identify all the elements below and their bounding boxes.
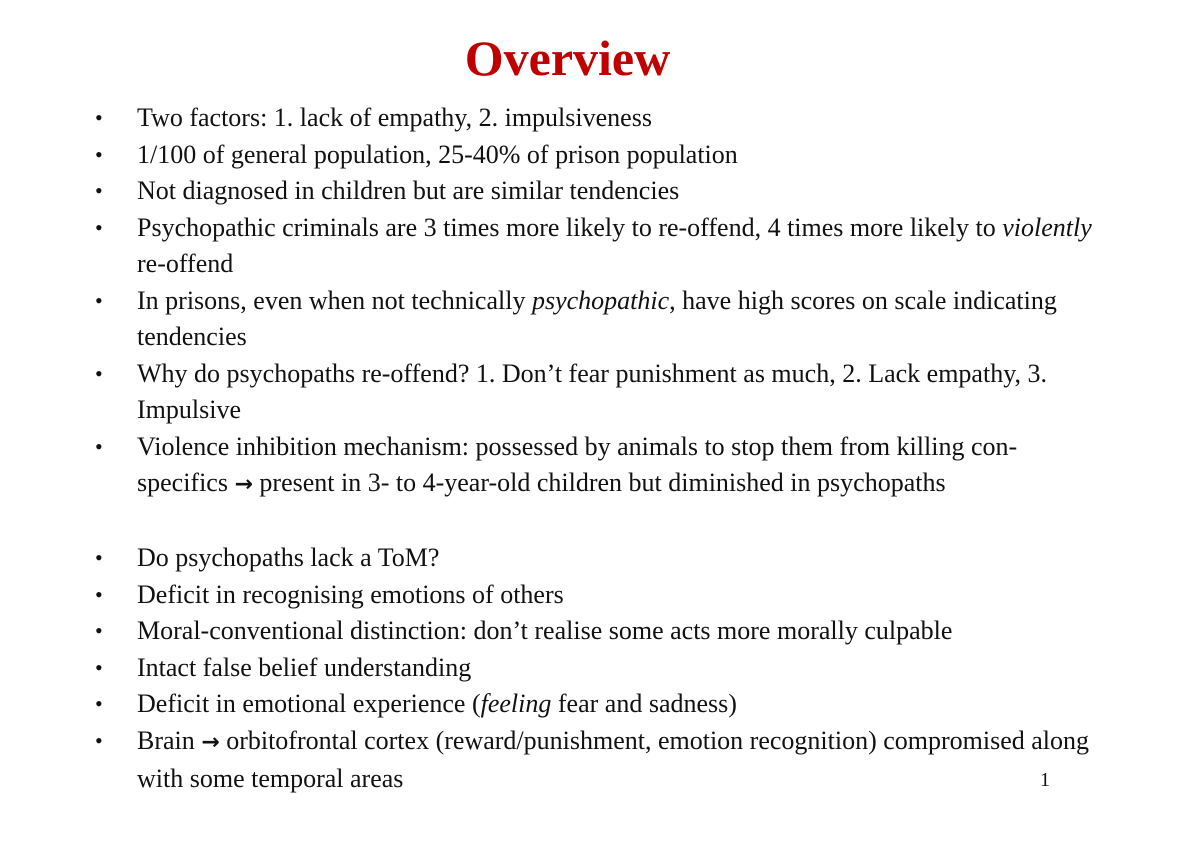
bullet-text: fear and sadness): [551, 689, 737, 718]
bullet-icon: •: [95, 581, 103, 607]
bullet-item: [95, 356, 1105, 429]
bullet-text: Not diagnosed in children but are similar tendencies: [137, 176, 680, 205]
bullet-text: Psychopathic criminals are 3 times more likely to re-offend, 4 times more likely to: [137, 212, 1003, 242]
bullet-icon: •: [95, 287, 103, 313]
bullet-item: [95, 283, 1105, 356]
bullet-emphasis: feeling: [480, 689, 552, 718]
bullet-item: [95, 577, 1105, 614]
bullet-item: [95, 100, 1105, 137]
bullet-icon: •: [95, 360, 103, 386]
bullet-text: orbitofrontal cortex (reward/punishment, emotion recognition) compromised along with some temporal areas: [137, 725, 1090, 793]
bullet-text: Two factors: 1. lack of empathy, 2. impulsiveness: [137, 103, 652, 132]
bullet-item: [95, 650, 1105, 687]
bullet-icon: •: [95, 727, 103, 753]
bullet-item: [95, 613, 1105, 650]
bullet-icon: •: [95, 545, 103, 570]
bullet-text: Moral-conventional distinction: don’t realise some acts more morally culpable: [137, 616, 953, 645]
bullet-text: Intact false belief understanding: [137, 652, 472, 682]
bullet-text: , have high scores on scale indicating tendencies: [137, 285, 1057, 351]
bullet-icon: •: [95, 214, 103, 240]
bullet-icon: •: [95, 433, 103, 459]
page-number: 1: [1040, 769, 1050, 791]
bullet-text: Violence inhibition mechanism: possessed by animals to stop them from killing con-specifics: [137, 431, 1018, 497]
slide-title: Overview: [464, 30, 671, 86]
bullet-item: [95, 429, 1105, 504]
arrow-right-icon: →: [234, 472, 253, 497]
bullet-item: [95, 686, 1105, 723]
bullet-item: [95, 137, 1105, 174]
bullet-icon: •: [95, 178, 103, 203]
bullet-text: re-offend: [137, 249, 234, 278]
bullet-text: 1/100 of general population, 25-40% of prison population: [137, 139, 738, 169]
bullet-item: [95, 210, 1105, 283]
bullet-list: [95, 100, 1105, 798]
bullet-icon: •: [95, 105, 103, 130]
bullet-emphasis: psychopathic: [531, 285, 670, 315]
bullet-text: Why do psychopaths re-offend? 1. Don’t fear punishment as much, 2. Lack empathy, 3. Impulsive: [137, 358, 1047, 424]
bullet-text: present in 3- to 4-year-old children but diminished in psychopaths: [252, 468, 946, 497]
bullet-item: [95, 173, 1105, 210]
bullet-icon: •: [95, 654, 103, 680]
bullet-icon: •: [95, 141, 103, 167]
arrow-right-icon: →: [201, 729, 220, 755]
bullet-text: Deficit in recognising emotions of others: [137, 579, 564, 609]
bullet-icon: •: [95, 618, 103, 643]
bullet-text: Brain: [137, 725, 202, 755]
bullet-text: Do psychopaths lack a ToM?: [137, 543, 440, 572]
bullet-emphasis: violently: [1002, 212, 1092, 242]
bullet-text: In prisons, even when not technically: [137, 285, 532, 315]
bullet-item: [95, 723, 1105, 798]
bullet-icon: •: [95, 691, 103, 716]
bullet-text: Deficit in emotional experience (: [137, 689, 481, 718]
bullet-item: [95, 540, 1105, 577]
spacer: [95, 504, 1105, 541]
